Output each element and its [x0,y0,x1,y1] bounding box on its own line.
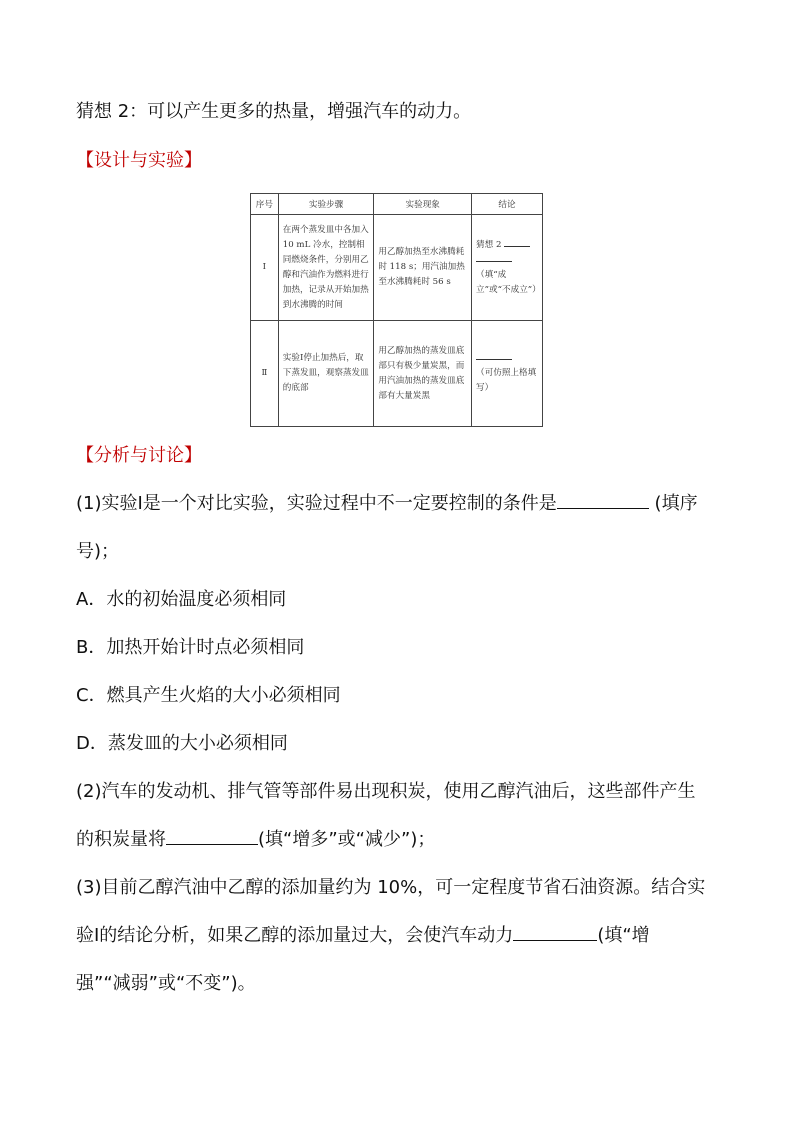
option-b: B．加热开始计时点必须相同 [76,637,305,658]
row1-conclusion [472,215,543,321]
question-2-suffix: (填“增多”或“减少”)； [258,829,436,850]
header-step: 实验步骤 [278,194,374,215]
row1-conclusion-suffix: （填“成立”或“不成立”） [476,269,541,295]
question-1-line-2: 号)； [76,541,120,562]
question-2-line-1: (2)汽车的发动机、排气管等部件易出现积炭，使用乙醇汽油后，这些部件产生 [76,781,696,802]
guess-2-text: 猜想 2：可以产生更多的热量，增强汽车的动力。 [76,101,472,122]
experiment-table [250,193,543,427]
header-phenomenon: 实验现象 [374,194,472,215]
table-row [251,215,543,321]
question-3-answer-blank[interactable] [513,939,597,941]
header-conclusion: 结论 [472,194,543,215]
row1-step: 在两个蒸发皿中各加入 10 mL 冷水，控制相同燃烧条件，分别用乙醇和汽油作为燃料进行加热，记录从开始加热到水沸腾的时间 [278,215,374,321]
option-a: A．水的初始温度必须相同 [76,589,287,610]
question-1-text: (1)实验Ⅰ是一个对比实验，实验过程中不一定要控制的条件是 [76,493,557,514]
question-1-answer-blank[interactable] [557,507,649,509]
table-row [251,321,543,427]
row2-conclusion-blank[interactable] [476,358,512,360]
question-1-suffix: (填序 [654,493,698,514]
row1-conclusion-blank[interactable] [504,245,530,247]
row2-conclusion-suffix: （可仿照上格填写） [476,368,537,394]
option-d: D．蒸发皿的大小必须相同 [76,733,288,754]
option-c: C．燃具产生火焰的大小必须相同 [76,685,341,706]
table-header-row [251,194,543,215]
row2-conclusion [472,321,543,427]
section-design-heading: 【设计与实验】 [76,150,202,171]
question-2-line-2 [76,816,726,864]
row1-no: Ⅰ [251,215,279,321]
row1-conclusion-blank-2[interactable] [476,260,512,262]
question-3-line-3: 强”“减弱”或“不变”)。 [76,973,256,994]
row1-conclusion-prefix: 猜想 2 [476,239,502,250]
row2-step: 实验Ⅰ停止加热后，取下蒸发皿，观察蒸发皿的底部 [278,321,374,427]
question-3-prefix: 验Ⅰ的结论分析，如果乙醇的添加量过大，会使汽车动力 [76,925,514,946]
question-3-suffix: (填“增 [597,925,650,946]
row1-phenomenon: 用乙醇加热至水沸腾耗时 118 s；用汽油加热至水沸腾耗时 56 s [374,215,472,321]
row2-phenomenon: 用乙醇加热的蒸发皿底部只有极少量炭黑，而用汽油加热的蒸发皿底部有大量炭黑 [374,321,472,427]
question-2-prefix: 的积炭量将 [76,829,166,850]
header-no: 序号 [251,194,279,215]
section-analysis-heading: 【分析与讨论】 [76,445,202,466]
question-1 [76,480,726,528]
question-3-line-1: (3)目前乙醇汽油中乙醇的添加量约为 10%，可一定程度节省石油资源。结合实 [76,877,706,898]
question-2-answer-blank[interactable] [166,843,258,845]
question-3-line-2 [76,912,726,960]
row2-no: Ⅱ [251,321,279,427]
